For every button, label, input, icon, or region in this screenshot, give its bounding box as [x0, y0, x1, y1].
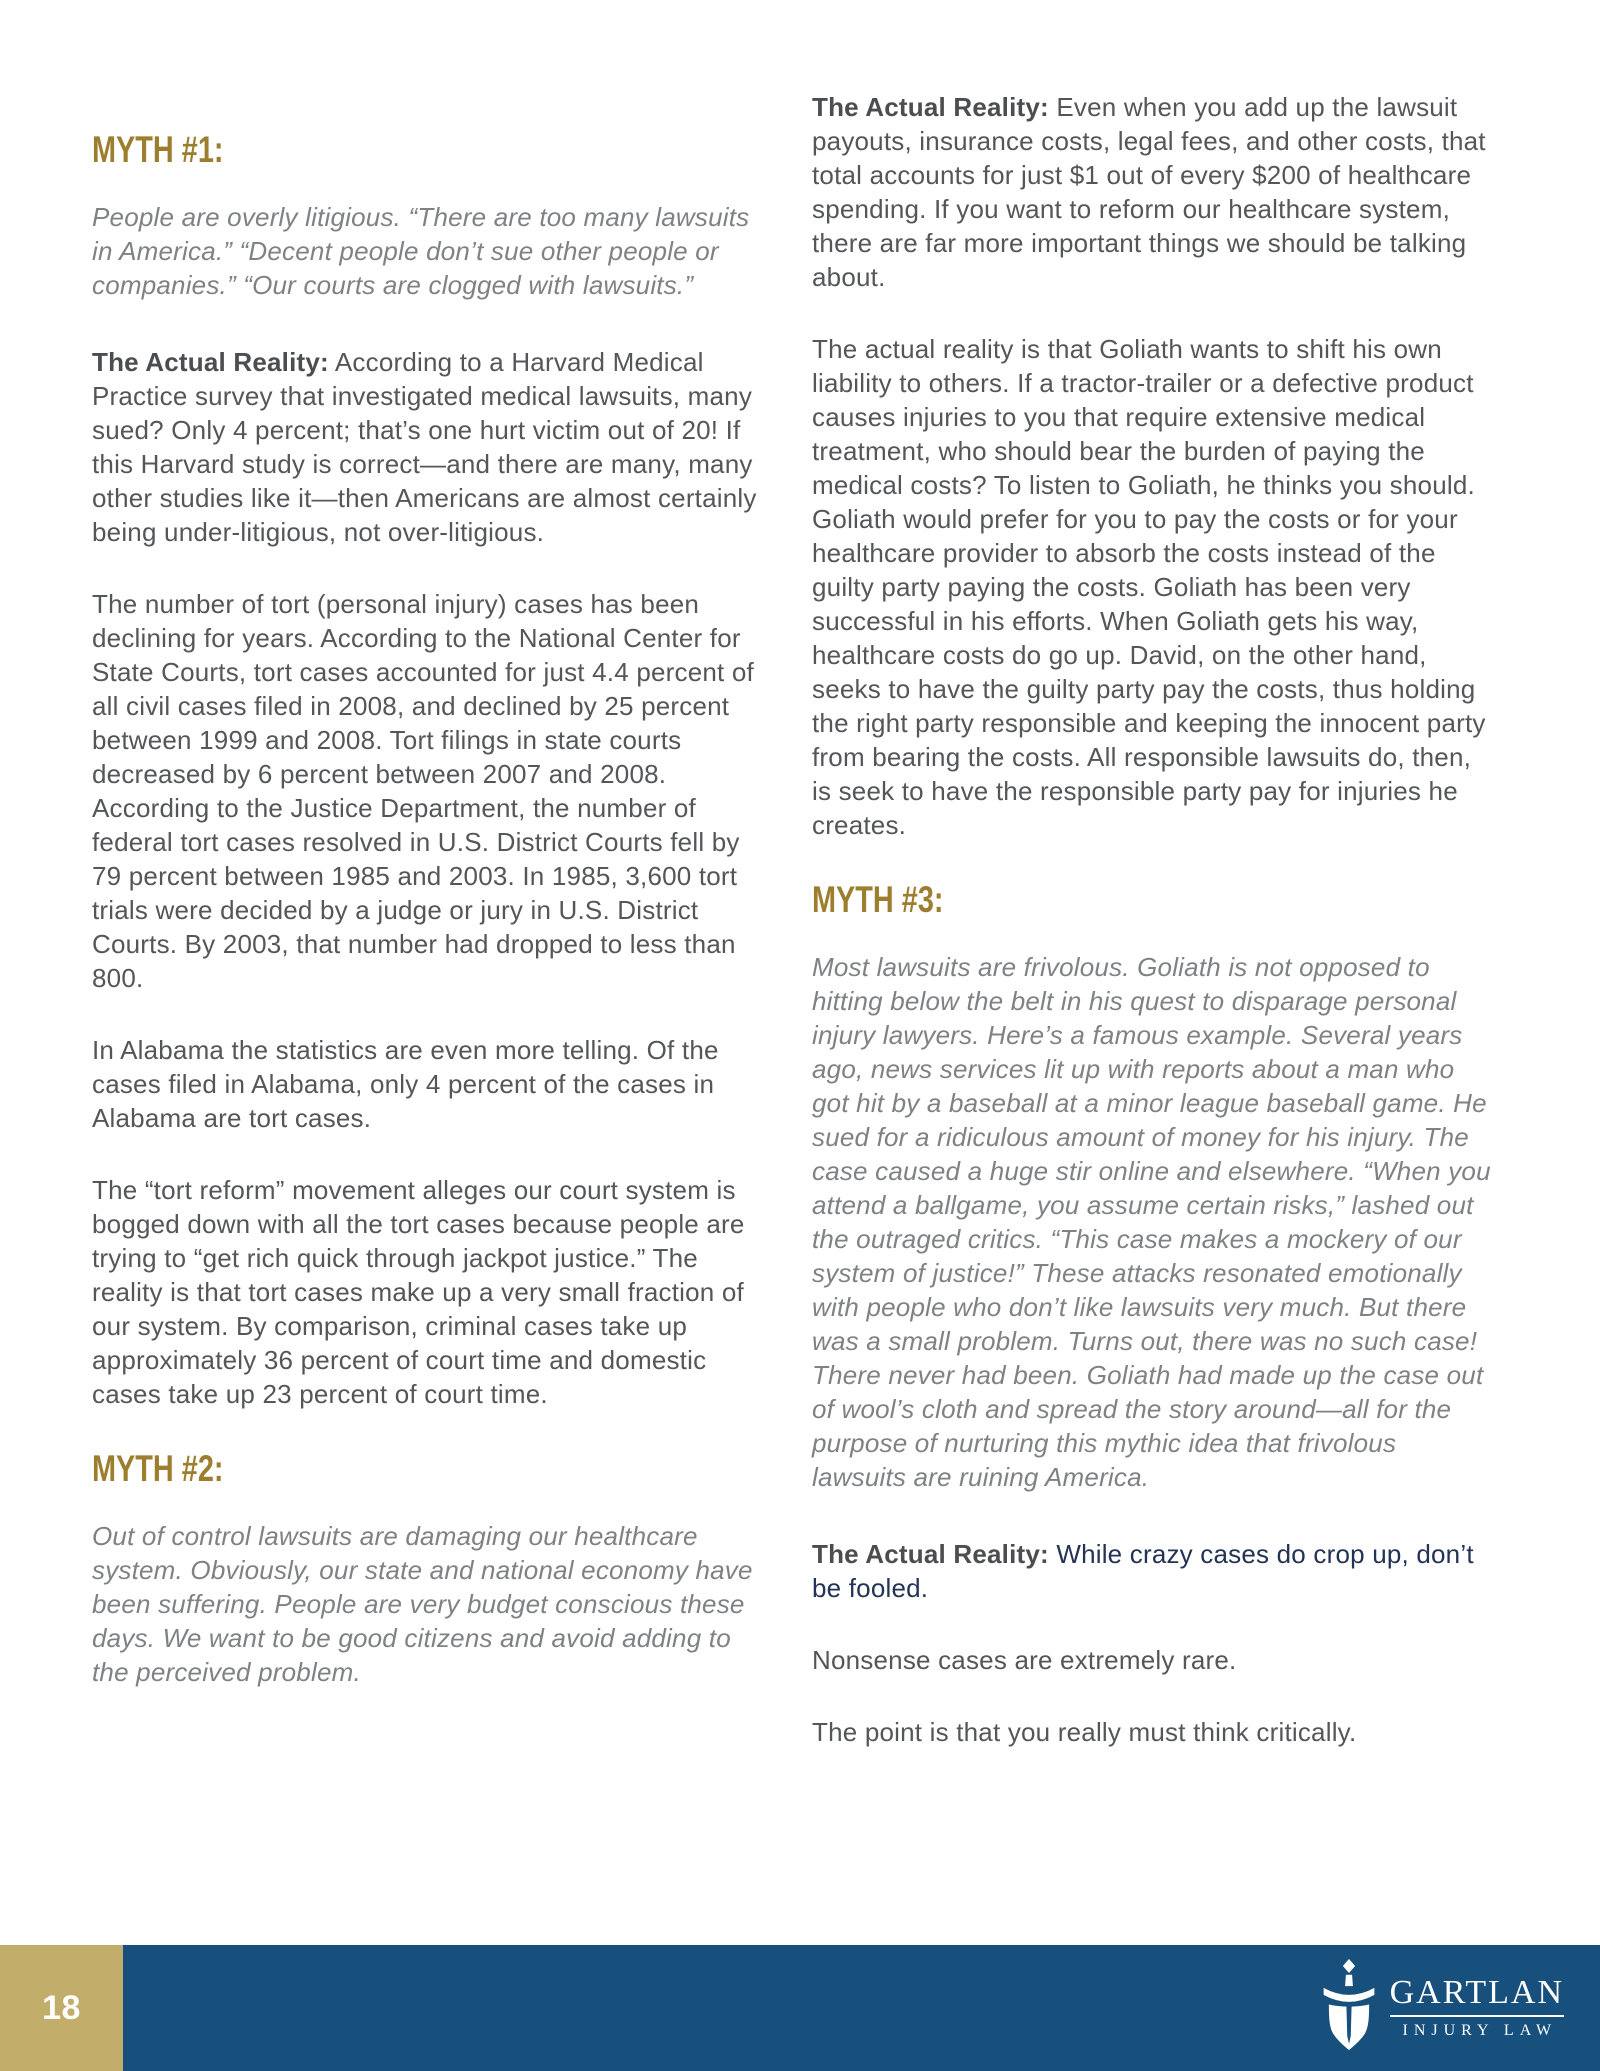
- page-number: 18: [42, 1988, 81, 2027]
- left-column: [92, 0, 768, 1787]
- tort-decline-paragraph: The number of tort (personal injury) cases has been declining for years. According to the National Center for State Courts, tort cases accounted for just 4.4 percent of all civil cases filed in 2008, and declined by 25 percent between 1999 and 2008. Tort filings in state courts decreased by 6 percent between 2007 and 2008. According to the Justice Department, the number of federal tort cases resolved in U.S. District Courts fell by 79 percent between 1985 and 2003. In 1985, 3,600 tort trials were decided by a judge or jury in U.S. District Courts. By 2003, that number had dropped to less than 800.: [92, 589, 754, 993]
- myth-2-heading-text: MYTH #2:: [92, 1448, 224, 1489]
- page-content: [92, 0, 1497, 1787]
- tort-reform-paragraph: The “tort reform” movement alleges our court system is bogged down with all the tort cases because people are trying to “get rich quick through jackpot justice.” The reality is that tort cases make up a very small fraction of our system. By comparison, criminal cases take up approximately 36 percent of court time and domestic cases take up 23 percent of court time.: [92, 1175, 745, 1409]
- logo-text: [1390, 1976, 1564, 2040]
- myth-3-heading: [812, 880, 1497, 920]
- actual-reality-label: The Actual Reality:: [92, 347, 329, 377]
- shield-sword-icon: [1322, 1959, 1376, 2057]
- nonsense-paragraph: Nonsense cases are extremely rare.: [812, 1645, 1237, 1675]
- right-column: [812, 0, 1497, 1787]
- reality-3-text: While crazy cases do crop up, don’t be fooled.: [812, 1539, 1474, 1603]
- goliath-paragraph: The actual reality is that Goliath wants to shift his own liability to others. If a tractor-trailer or a defective product causes injuries to you that require extensive medical treatment, who should bear the burden of paying the medical costs? To listen to Goliath, he thinks you should. Goliath would prefer for you to pay the costs or for your healthcare provider to absorb the costs instead of the guilty party paying the costs. Goliath has been very successful in his efforts. When Goliath gets his way, healthcare costs do go up. David, on the other hand, seeks to have the guilty party pay the costs, thus holding the right party responsible and keeping the innocent party from bearing the costs. All responsible lawsuits do, then, is seek to have the responsible party pay for injuries he creates.: [812, 334, 1486, 840]
- myth-1-heading: [92, 130, 768, 170]
- myth-2-intro: Out of control lawsuits are damaging our healthcare system. Obviously, our state and national economy have been suffering. People are very budget conscious these days. We want to be good citizens and avoid adding to the perceived problem.: [92, 1521, 753, 1687]
- critical-point-paragraph: The point is that you really must think critically.: [812, 1717, 1357, 1747]
- myth-1-intro: People are overly litigious. “There are too many lawsuits in America.” “Decent people don’t sue other people or companies.” “Our courts are clogged with lawsuits.”: [92, 202, 750, 300]
- myth-3-heading-text: MYTH #3:: [812, 879, 944, 920]
- logo-tagline: INJURY LAW: [1402, 2022, 1558, 2039]
- alabama-paragraph: In Alabama the statistics are even more telling. Of the cases filed in Alabama, only 4 percent of the cases in Alabama are tort cases.: [92, 1035, 719, 1133]
- page-footer: [0, 1945, 1600, 2071]
- reality-2-text: Even when you add up the lawsuit payouts, insurance costs, legal fees, and other costs, that total accounts for just $1 out of every $200 of healthcare spending. If you want to reform our healthcare system, there are far more important things we should be talking about.: [812, 92, 1486, 292]
- logo-divider: [1390, 2015, 1564, 2017]
- reality-1-text: According to a Harvard Medical Practice survey that investigated medical lawsuits, many sued? Only 4 percent; that’s one hurt victim out of 20! If this Harvard study is correct—and there are many, many other studies like it—then Americans are almost certainly being under-litigious, not over-litigious.: [92, 347, 757, 547]
- logo-name: GARTLAN: [1389, 1974, 1564, 2011]
- reality-1-paragraph: [92, 345, 768, 549]
- myth-2-heading: [92, 1449, 768, 1489]
- reality-3-paragraph: [812, 1537, 1497, 1605]
- actual-reality-label: The Actual Reality:: [812, 1539, 1049, 1569]
- gartlan-logo: [1322, 1959, 1564, 2057]
- reality-2-paragraph: [812, 90, 1497, 294]
- myth-1-heading-text: MYTH #1:: [92, 129, 224, 170]
- myth-3-intro: Most lawsuits are frivolous. Goliath is not opposed to hitting below the belt in his quest to disparage personal injury lawyers. Here’s a famous example. Several years ago, news services lit up with reports about a man who got hit by a baseball at a minor league baseball game. He sued for a ridiculous amount of money for his injury. The case caused a huge stir online and elsewhere. “When you attend a ballgame, you assume certain risks,” lashed out the outraged critics. “This case makes a mockery of our system of justice!” These attacks resonated emotionally with people who don’t like lawsuits very much. But there was a small problem. Turns out, there was no such case! There never had been. Goliath had made up the case out of wool’s cloth and spread the story around—all for the purpose of nurturing this mythic idea that frivolous lawsuits are ruining America.: [812, 952, 1491, 1492]
- page-number-tab: [0, 1945, 123, 2071]
- actual-reality-label: The Actual Reality:: [812, 92, 1049, 122]
